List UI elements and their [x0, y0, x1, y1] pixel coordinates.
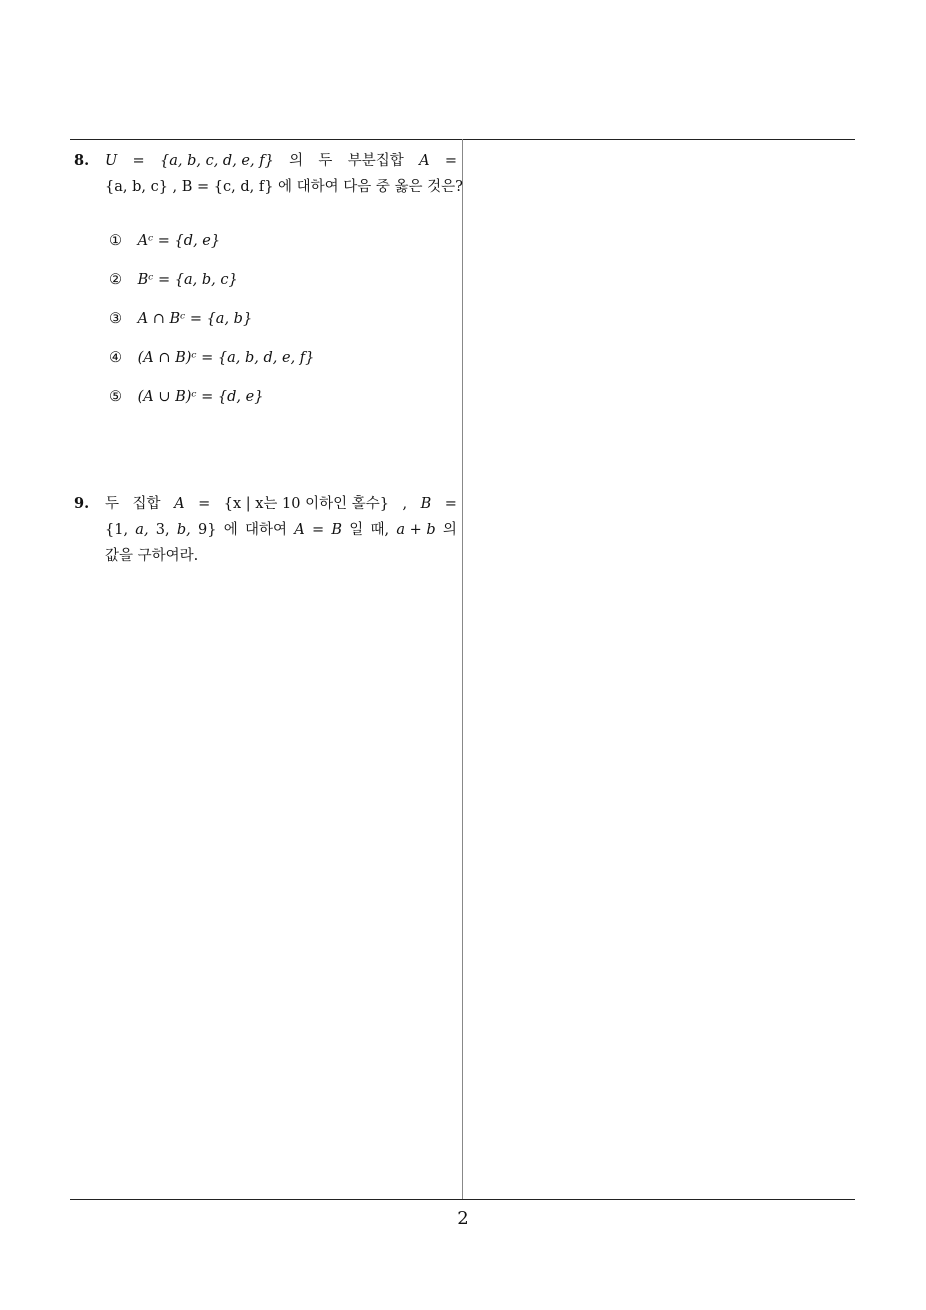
choice-marker: ② [109, 272, 122, 288]
stem-token: A [294, 522, 305, 538]
choice-expression: (A ∩ B)ᶜ = {a, b, d, e, f} [137, 350, 315, 366]
problem-stem [105, 491, 457, 569]
stem-line-1 [105, 148, 457, 174]
stem-token: b, [176, 522, 191, 538]
stem-token: {x | x는 10 이하인 홀수} [223, 496, 389, 512]
problem-stem [105, 148, 463, 200]
stem-line-3: 값을 구하여라. [105, 548, 199, 564]
choice-expression: A ∩ Bᶜ = {a, b} [137, 311, 253, 327]
stem-token: a + b [396, 522, 436, 538]
stem-token: = [198, 496, 211, 512]
stem-token: 에 [223, 522, 238, 538]
stem-token: = [444, 153, 457, 169]
stem-token: {1, [105, 522, 129, 538]
stem-token: A [174, 496, 185, 512]
choice-2 [109, 267, 457, 306]
stem-token: U [105, 153, 118, 169]
stem-token: 대하여 [244, 522, 287, 538]
bottom-rule [70, 1199, 855, 1200]
stem-token: 9} [198, 522, 217, 538]
choice-1 [109, 228, 457, 267]
stem-token: 의 [289, 153, 304, 169]
problem-number: 9. [74, 495, 90, 512]
choice-5 [109, 384, 457, 423]
stem-token: 때, [370, 522, 390, 538]
stem-token: 일 [349, 522, 364, 538]
stem-token: B [420, 496, 432, 512]
choice-4 [109, 345, 457, 384]
problem-8 [72, 148, 463, 423]
choice-expression: (A ∪ B)ᶜ = {d, e} [137, 389, 264, 405]
column-divider [462, 139, 463, 1200]
choice-expression: Aᶜ = {d, e} [137, 233, 221, 249]
stem-token: = [444, 496, 457, 512]
choice-marker: ① [109, 233, 122, 249]
problem-9 [72, 491, 457, 569]
stem-token: = [311, 522, 325, 538]
stem-token: A [419, 153, 430, 169]
choice-marker: ④ [109, 350, 122, 366]
stem-token: 두 [318, 153, 333, 169]
stem-line-2: {a, b, c} , B = {c, d, f} 에 대하여 다음 중 옳은 것은? [105, 179, 463, 195]
stem-line-2 [105, 517, 457, 543]
stem-line-1 [105, 491, 457, 517]
problem-number: 8. [74, 152, 90, 169]
choice-3 [109, 306, 457, 345]
stem-token: , [402, 496, 408, 512]
stem-token: 3, [155, 522, 170, 538]
choice-expression: Bᶜ = {a, b, c} [137, 272, 238, 288]
stem-token: = [132, 153, 145, 169]
stem-token: a, [135, 522, 149, 538]
stem-token: 의 [442, 522, 457, 538]
choice-marker: ③ [109, 311, 122, 327]
stem-token: {a, b, c, d, e, f} [159, 153, 274, 169]
stem-token: 집합 [132, 496, 161, 512]
stem-token: 부분집합 [347, 153, 404, 169]
choice-list [109, 228, 457, 423]
choice-marker: ⑤ [109, 389, 122, 405]
stem-token: B [331, 522, 342, 538]
page-number: 2 [457, 1208, 469, 1229]
stem-token: 두 [105, 496, 120, 512]
